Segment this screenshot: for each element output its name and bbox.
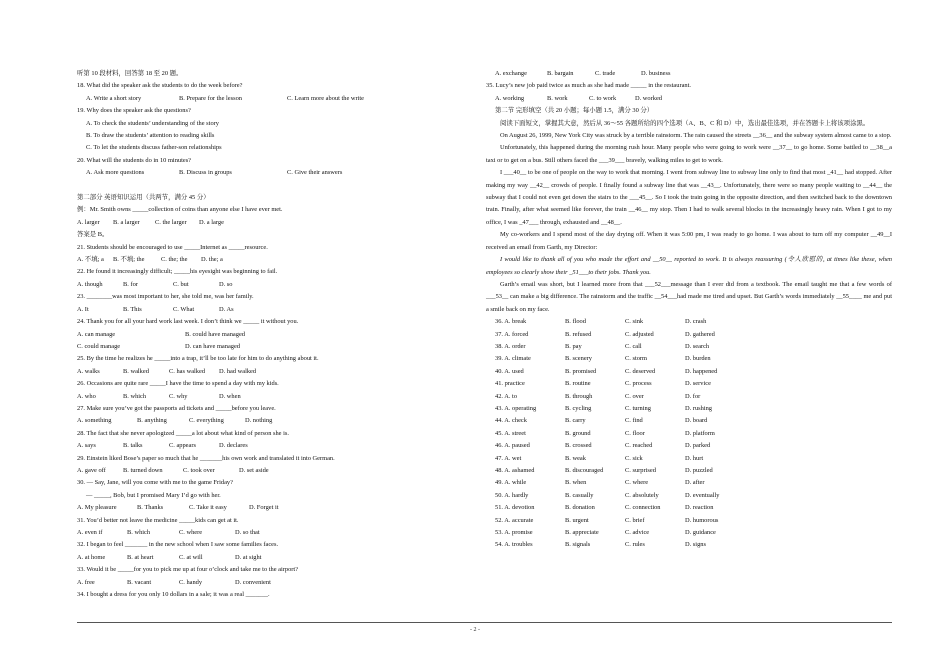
option-row — [77, 341, 460, 353]
cloze-option: 53. A. promise — [495, 529, 533, 537]
question-line: 26. Occasions are quite rare _____I have the time to spend a day with my kids. — [77, 380, 279, 388]
cloze-option: D. rushing — [685, 404, 712, 412]
option-item: B. Prepare for the lesson — [179, 94, 243, 102]
question-line: 35. Lucy’s new job paid twice as much as she had made _____ in the restaurant. — [486, 82, 691, 90]
cloze-option-row — [486, 391, 892, 403]
option-item: C. Give their answers — [287, 169, 343, 177]
option-row — [77, 279, 460, 291]
option-item: A. something — [77, 417, 112, 425]
cloze-option: D. signs — [685, 541, 706, 549]
passage-paragraph: My co-workers and I spend most of the day drying off. When it was 5:00 pm, I was ready to go home. I was about to turn off my computer __49__I received an email from Garth, my Director: — [486, 231, 892, 251]
option-item: D. convenient — [235, 578, 271, 586]
cloze-option: C. adjusted — [625, 330, 654, 338]
question-line: 33. Would it be _____for you to pick me up at four o’clock and take me to the airport? — [77, 566, 299, 574]
question-line: 20. What will the students do in 10 minutes? — [77, 156, 192, 164]
cloze-option: 50. A. hardly — [495, 491, 529, 499]
cloze-option: D. reaction — [685, 504, 714, 512]
cloze-option: 49. A. while — [495, 479, 527, 487]
cloze-option-row — [486, 453, 892, 465]
option-row — [77, 415, 460, 427]
cloze-option: D. crash — [685, 318, 707, 326]
option-item: C. Learn more about the write — [287, 94, 365, 102]
cloze-option: D. humorous — [685, 516, 719, 524]
option-item: A. who — [77, 392, 96, 400]
option-row — [77, 391, 460, 403]
cloze-option: B. scenery — [565, 355, 592, 363]
question-line: 29. Einstein liked Bose’s paper so much that he _______his own work and translated it into German. — [77, 454, 335, 462]
option-item: D. nothing — [245, 417, 273, 425]
option-item: B. which — [123, 392, 147, 400]
cloze-option: B. weak — [565, 454, 586, 462]
cloze-option: B. discouraged — [565, 467, 604, 474]
question-line: 34. I bought a dress for you only 10 dollars in a sale; it was a real _______. — [77, 591, 270, 599]
option-item: C. trade — [595, 70, 616, 77]
cloze-option-row — [486, 539, 892, 551]
question-line: 19. Why does the speaker ask the questions? — [77, 107, 191, 115]
cloze-option: 51. A. devotion — [495, 504, 535, 512]
cloze-option: D. board — [685, 417, 708, 425]
option-item: B. Discuss in groups — [179, 169, 232, 177]
cloze-option-row — [486, 366, 892, 378]
option-item: C. the; the — [161, 256, 188, 264]
cloze-option: B. ground — [565, 429, 591, 437]
option-row — [77, 254, 460, 266]
cloze-option: 43. A. operating — [495, 404, 537, 412]
option-item: D. at sight — [235, 553, 262, 561]
option-item: C. could manage — [77, 342, 121, 350]
option-row — [77, 552, 460, 564]
option-item: A. 不填; a — [77, 256, 104, 264]
cloze-option: D. parked — [685, 442, 711, 450]
option-item: C. why — [169, 392, 188, 400]
cloze-option: 52. A. accurate — [495, 516, 534, 524]
question-line: — _____, Bob, but I promised Mary I’d go with her. — [86, 491, 221, 499]
cloze-option: B. crossed — [565, 442, 592, 450]
option-item: A. exchange — [495, 70, 527, 77]
cloze-option: D. search — [685, 342, 710, 350]
cloze-option: 37. A. forced — [495, 330, 529, 338]
option-item: A. at home — [77, 553, 106, 561]
cloze-option: D. gathered — [685, 330, 715, 338]
right-top-lines — [486, 68, 892, 118]
option-row — [77, 93, 460, 105]
option-item: A. Ask more questions — [86, 169, 145, 177]
question-line: 听第 10 段材料，回答第 18 至 20 题。 — [77, 70, 183, 77]
option-item: D. business — [641, 70, 671, 77]
cloze-option: C. process — [625, 380, 652, 388]
option-item: C. handy — [179, 578, 203, 586]
option-item: D. so that — [235, 529, 260, 537]
cloze-option-row — [486, 316, 892, 328]
cloze-option-row — [486, 378, 892, 390]
spacer — [77, 180, 460, 192]
option-row — [77, 465, 460, 477]
option-row — [77, 329, 460, 341]
cloze-option: B. cycling — [565, 404, 592, 412]
cloze-option: D. eventually — [685, 491, 720, 499]
cloze-option: B. pay — [565, 342, 582, 350]
question-line: B. To draw the students’ attention to reading skills — [86, 132, 215, 140]
cloze-option: 41. practice — [495, 380, 525, 388]
passage-paragraph: On August 26, 1999, New York City was struck by a terrible rainstorm. The rain caused the streets __36__ and the subway system almost came to a stop. — [500, 132, 892, 140]
cloze-instruction: 阅读下面短文，掌握其大意，然后从 36～55 各题所给的四个选项（A、B、C 和 D）中，选出最佳选项，并在答题卡上将该项涂黑。 — [500, 119, 870, 127]
quoted-email: I would like to thank all of you who made the effort and __50__ reported to work. It is always reassuring (令人欣慰的, at times like these, when employees so clearly show their _51___to their jobs. Thank you. — [486, 256, 892, 276]
cloze-option: D. after — [685, 479, 705, 487]
question-line: 23. ________was most important to her, she told me, was her family. — [77, 293, 254, 301]
question-line: 18. What did the speaker ask the students to do the week before? — [77, 82, 243, 90]
cloze-option: B. routine — [565, 380, 591, 388]
cloze-option: C. floor — [625, 429, 645, 437]
option-item: A. working — [495, 94, 525, 102]
cloze-option: C. sick — [625, 454, 643, 462]
cloze-option: C. find — [625, 417, 643, 425]
cloze-option-row — [486, 403, 892, 415]
cloze-option: B. appreciate — [565, 529, 599, 537]
option-item: C. What — [173, 305, 195, 313]
option-item: B. anything — [137, 417, 167, 425]
option-item: C. everything — [189, 417, 224, 425]
cloze-option: 54. A. troubles — [495, 541, 533, 549]
cloze-option: D. puzzled — [685, 467, 713, 474]
cloze-option-row — [486, 490, 892, 502]
option-item: C. Take it easy — [189, 504, 227, 512]
option-item: B. turned down — [123, 466, 163, 474]
option-row — [77, 527, 460, 539]
question-line: 27. Make sure you’ve got the passports ad tickets and _____before you leave. — [77, 404, 276, 412]
option-item: A. walks — [77, 367, 100, 375]
option-item: B. walked — [123, 367, 149, 375]
left-column — [77, 68, 460, 601]
option-item: A. can manage — [77, 330, 116, 338]
option-row — [77, 440, 460, 452]
option-row — [77, 502, 460, 514]
option-item: A. free — [77, 578, 95, 586]
option-item: A. My pleasure — [77, 504, 117, 512]
cloze-option: 45. A. street — [495, 429, 526, 437]
option-item: A. says — [77, 442, 96, 450]
question-line: 28. The fact that she never apologized _____a lot about what kind of person she is. — [77, 429, 289, 437]
option-item: A. though — [77, 280, 103, 288]
cloze-option: 47. A. wet — [495, 454, 522, 462]
cloze-option-row — [486, 527, 892, 539]
footer-divider — [77, 622, 892, 623]
option-item: B. which — [127, 529, 151, 537]
option-row — [77, 167, 460, 179]
cloze-option: D. hurt — [685, 454, 704, 462]
cloze-option-row — [486, 440, 892, 452]
option-item: D. Forget it — [249, 504, 279, 512]
option-item: B. vacant — [127, 578, 152, 586]
option-item: C. the larger — [155, 218, 187, 226]
cloze-option-row — [486, 477, 892, 489]
option-item: C. to work — [589, 94, 617, 102]
passage-paragraph: I ___40__ to be one of people on the way to work that morning. I went from subway line to subway line only to find that most _41__ had stopped. After making my way __42__ crowds of people. I finally found a subway line that was __43__. Unfortunately, there were so many people waiting to __44__ the subway that I could not even get down the stairs to the ___45__. So I took the train going in the opposite direction, and then switched back to the downtown train. Finally, after what seemed like forever, the train __46__ my stop. Then I had to walk several blocks in the increasingly heavy rain. When I got to my office, I was _47___ through, exhausted and __48__. — [486, 169, 892, 226]
option-item: A. Write a short story — [86, 94, 142, 102]
option-row — [486, 68, 892, 80]
option-item: D. when — [219, 392, 241, 400]
question-line: 第二节 完形填空（共 20 小题；每小题 1.5，满分 30 分） — [495, 107, 654, 115]
option-item: D. set aside — [239, 466, 269, 474]
question-line: 30. — Say, Jane, will you come with me to the game Friday? — [77, 479, 233, 487]
option-row — [77, 366, 460, 378]
page-number: - 2 - — [470, 627, 480, 633]
cloze-option: D. service — [685, 380, 711, 388]
cloze-option: C. call — [625, 342, 642, 350]
cloze-option: C. reached — [625, 442, 653, 450]
cloze-option: 39. A. climate — [495, 355, 531, 363]
cloze-option-row — [486, 329, 892, 341]
option-item: B. bargain — [547, 70, 574, 77]
passage-paragraph: Unfortunately, this happened during the morning rush hour. Many people who were going to work were __37__ to go home. Some battled to __38__a taxi or to get on a bus. Still others faced the ___39___ bravely, walking miles to get to work. — [486, 144, 892, 164]
cloze-option: 36. A. break — [495, 318, 527, 326]
option-item: C. appears — [169, 442, 196, 450]
cloze-option: 38. A. order — [495, 342, 526, 350]
cloze-option: D. burden — [685, 355, 711, 363]
question-line: C. To let the students discuss father-son relationships — [86, 144, 222, 152]
cloze-option: C. surprised — [625, 467, 656, 474]
question-line: 22. He found it increasingly difficult; _____his eyesight was beginning to fail. — [77, 268, 278, 276]
cloze-option: D. guidance — [685, 529, 716, 537]
cloze-option: B. promised — [565, 367, 597, 375]
cloze-option: C. advice — [625, 529, 650, 537]
cloze-option: B. when — [565, 479, 587, 487]
cloze-option-row — [486, 341, 892, 353]
cloze-option: B. through — [565, 392, 593, 400]
cloze-option-row — [486, 465, 892, 477]
cloze-option: D. happened — [685, 367, 718, 375]
question-line: 例：Mr. Smith owns _____collection of coins than anyone else I have ever met. — [77, 206, 283, 214]
question-line: A. To check the students’ understanding of the story — [86, 119, 219, 127]
cloze-option: 46. A. paused — [495, 442, 530, 450]
question-line: 答案是 B。 — [77, 231, 109, 239]
option-item: A. It — [77, 305, 89, 313]
option-item: A. larger — [77, 218, 100, 226]
cloze-option: B. urgent — [565, 516, 589, 524]
cloze-option: C. connection — [625, 504, 661, 512]
option-item: B. could have managed — [185, 330, 245, 338]
option-item: C. took over — [183, 466, 215, 474]
option-item: D. As — [219, 305, 234, 313]
option-item: C. at will — [179, 553, 203, 561]
cloze-option: 40. A. used — [495, 367, 524, 375]
cloze-option-row — [486, 353, 892, 365]
option-item: D. had walked — [219, 367, 257, 375]
question-line: 24. Thank you for all your hard work last week. I don’t think we _____ it without you. — [77, 318, 299, 326]
option-item: D. worked — [635, 94, 662, 102]
cloze-option-row — [486, 415, 892, 427]
cloze-option: C. brief — [625, 516, 645, 524]
option-item: D. so — [219, 280, 233, 288]
option-item: B. talks — [123, 442, 143, 450]
cloze-option: C. turning — [625, 404, 651, 412]
cloze-option: C. storm — [625, 355, 648, 363]
option-item: D. the; a — [201, 256, 223, 264]
question-line: 31. You’d better not leave the medicine _____kids can get at it. — [77, 516, 239, 524]
cloze-option: C. absolutely — [625, 491, 659, 499]
question-line: 第二部分 英语知识运用（共两节，满分 45 分） — [77, 194, 210, 202]
option-row — [77, 304, 460, 316]
option-item: B. a larger — [113, 218, 140, 226]
option-item: B. 不填; the — [113, 256, 145, 264]
cloze-option: B. flood — [565, 318, 586, 326]
option-item: B. This — [123, 305, 142, 313]
cloze-option: C. rules — [625, 541, 645, 549]
option-row — [486, 93, 892, 105]
cloze-option: D. for — [685, 392, 701, 400]
option-item: D. declares — [219, 442, 248, 450]
cloze-passage — [486, 130, 892, 316]
cloze-option: 44. A. check — [495, 417, 527, 425]
option-item: A. even if — [77, 529, 103, 537]
cloze-option: C. where — [625, 479, 649, 487]
question-line: 32. I began to feel _______ in the new school when I saw some families faces. — [77, 541, 279, 549]
cloze-option-row — [486, 428, 892, 440]
right-column — [486, 68, 892, 552]
cloze-option: B. donation — [565, 504, 595, 512]
cloze-option: C. over — [625, 392, 644, 400]
option-item: B. for — [123, 280, 138, 288]
option-item: D. a large — [199, 218, 224, 226]
option-row — [77, 217, 460, 229]
cloze-option: B. carry — [565, 417, 586, 425]
passage-paragraph: Garth’s email was short, but I learned more from that ___52___message than I ever did from a textbook. The email taught me that a few words of ___53__ can make a big difference. The rainstorm and the traffic __54___had made me tired and upset. But Garth’s words immediately __55____ me and put a smile back on my face. — [486, 280, 892, 313]
cloze-option: C. sink — [625, 318, 644, 326]
cloze-option-row — [486, 502, 892, 514]
cloze-option-row — [486, 515, 892, 527]
cloze-option: 48. A. ashamed — [495, 467, 535, 474]
cloze-option: C. deserved — [625, 367, 656, 375]
cloze-option: B. signals — [565, 541, 591, 549]
option-item: B. Thanks — [137, 504, 164, 512]
cloze-option: 42. A. to — [495, 392, 518, 400]
cloze-option: D. platform — [685, 429, 715, 437]
option-item: C. where — [179, 529, 203, 537]
option-item: A. gave off — [77, 466, 106, 474]
question-line: 25. By the time he realizes he _____into a trap, it’ll be too late for him to do anything about it. — [77, 355, 319, 363]
question-line: 21. Students should be encouraged to use _____Internet as _____resource. — [77, 243, 268, 251]
option-item: D. can have managed — [185, 342, 241, 350]
cloze-option: B. casually — [565, 491, 594, 499]
cloze-options — [486, 316, 892, 552]
option-item: C. has walked — [169, 367, 206, 375]
option-item: B. at heart — [127, 553, 154, 561]
option-row — [77, 577, 460, 589]
option-item: C. but — [173, 280, 189, 288]
cloze-option: B. refused — [565, 330, 592, 338]
option-item: B. work — [547, 94, 568, 102]
